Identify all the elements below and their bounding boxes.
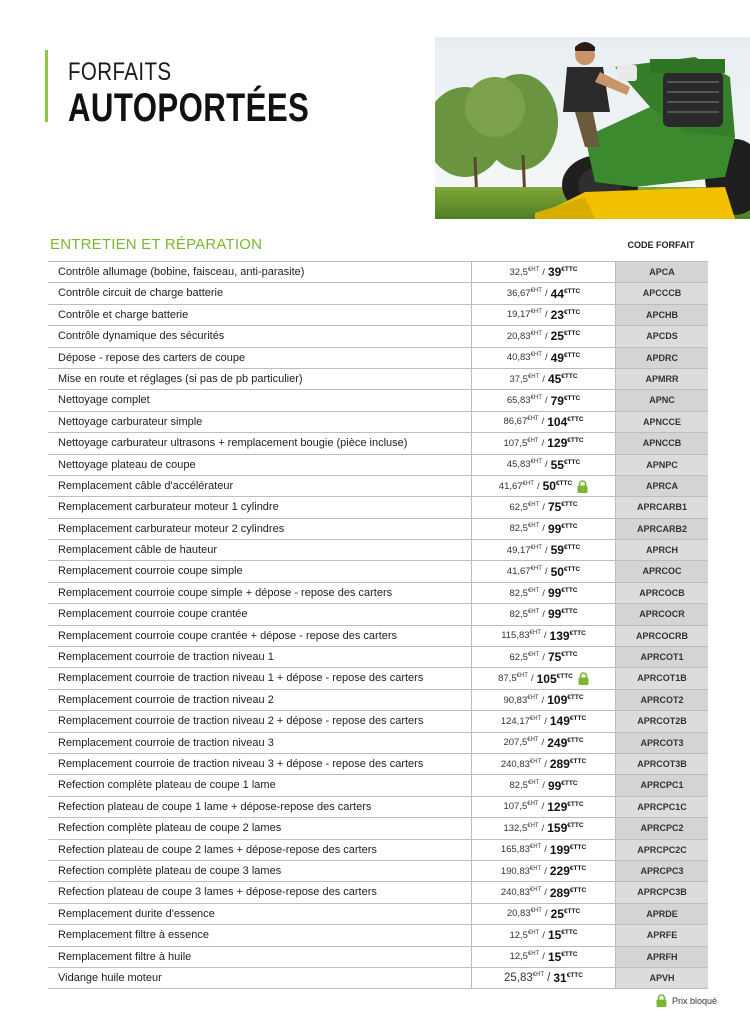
code-forfait: APRCARB1 <box>616 497 708 517</box>
service-label: Nettoyage carburateur ultrasons + remplacement bougie (pièce incluse) <box>58 437 408 450</box>
service-label: Remplacement courroie de traction niveau 1 <box>58 651 274 664</box>
service-label: Refection plateau de coupe 2 lames + dépose-repose des carters <box>58 843 377 856</box>
price-cell <box>471 583 616 603</box>
price-ht: $37,5^{€HT}$ <box>509 373 540 385</box>
price-ttc: $25^{€TTC}$ <box>550 329 581 344</box>
price-ht: $207,5^{€HT}$ <box>503 737 539 749</box>
table-row <box>48 840 708 861</box>
code-forfait: APRCOCRB <box>616 626 708 646</box>
price-ht: $62,5^{€HT}$ <box>509 651 540 663</box>
table-row <box>48 369 708 390</box>
price-separator: / <box>536 480 540 492</box>
price-separator: / <box>542 501 545 513</box>
price-ht: $240,83^{€HT}$ <box>500 886 542 899</box>
price-separator: / <box>547 972 551 985</box>
price-separator: / <box>542 780 545 792</box>
service-label: Contrôle allumage (bobine, faisceau, anti-parasite) <box>58 266 305 278</box>
price-ttc: $39^{€TTC}$ <box>547 265 578 280</box>
code-forfait: APRCH <box>616 540 708 560</box>
price-cell <box>471 326 616 346</box>
price-ht: $86,67^{€HT}$ <box>503 416 539 428</box>
table-row <box>48 711 708 732</box>
price-separator: / <box>544 865 547 877</box>
service-label: Remplacement courroie de traction niveau 2 + dépose - repose des carters <box>58 715 424 728</box>
legend-label: Prix bloqué <box>672 995 718 1006</box>
price-cell <box>471 690 616 710</box>
price-ht: $82,5^{€HT}$ <box>509 779 540 792</box>
table-row <box>48 882 708 903</box>
code-forfait: APRCOT1 <box>616 647 708 667</box>
service-label: Remplacement courroie de traction niveau 3 <box>58 736 274 749</box>
service-label: Refection plateau de coupe 3 lames + dépose-repose des carters <box>58 886 377 899</box>
price-separator: / <box>542 608 545 620</box>
table-row <box>48 305 708 326</box>
section-title: ENTRETIEN ET RÉPARATION <box>50 236 263 253</box>
service-label: Remplacement courroie de traction niveau 1 + dépose - repose des carters <box>58 672 424 685</box>
price-cell <box>471 348 616 368</box>
price-cell <box>471 540 616 560</box>
price-separator: / <box>544 715 547 727</box>
price-ttc: $139^{€TTC}$ <box>549 628 586 643</box>
price-ht: $20,83^{€HT}$ <box>506 330 542 342</box>
service-label: Remplacement carburateur moteur 1 cylindre <box>58 501 279 514</box>
table-row <box>48 433 708 454</box>
price-separator: / <box>541 416 545 428</box>
price-ttc: $149^{€TTC}$ <box>549 714 587 729</box>
code-forfait: APCCCB <box>616 283 708 303</box>
service-label: Remplacement courroie coupe crantée <box>58 608 248 621</box>
price-cell <box>471 412 616 432</box>
service-label: Nettoyage complet <box>58 394 150 407</box>
service-label: Remplacement durite d'essence <box>58 907 215 920</box>
price-ttc: $109^{€TTC}$ <box>547 693 584 707</box>
price-ht: $82,5^{€HT}$ <box>509 523 540 535</box>
price-ht: $115,83^{€HT}$ <box>501 630 541 642</box>
table-row <box>48 754 708 775</box>
price-ht: $41,67^{€HT}$ <box>506 566 542 578</box>
price-ttc: $99^{€TTC}$ <box>547 521 578 536</box>
code-forfait: APRCARB2 <box>616 519 708 539</box>
code-forfait: APNC <box>616 390 708 410</box>
code-forfait: APRDE <box>616 904 708 924</box>
price-cell <box>471 754 616 774</box>
price-ht: $124,17^{€HT}$ <box>500 715 542 727</box>
price-separator: / <box>541 801 545 813</box>
price-ht: $45,83^{€HT}$ <box>506 459 542 471</box>
code-forfait: APDRC <box>616 348 708 368</box>
table-row <box>48 925 708 946</box>
price-ttc: $75^{€TTC}$ <box>547 500 578 515</box>
service-label: Remplacement courroie coupe simple <box>58 565 243 578</box>
service-label: Vidange huile moteur <box>58 971 162 984</box>
price-separator: / <box>542 373 545 385</box>
price-separator: / <box>544 544 548 556</box>
price-cell <box>471 968 616 988</box>
page-title-line2: AUTOPORTÉES <box>68 86 310 130</box>
price-ttc: $75^{€TTC}$ <box>547 650 578 665</box>
price-separator: / <box>544 844 547 856</box>
price-separator: / <box>544 566 548 578</box>
price-cell <box>471 840 616 860</box>
table-row <box>48 476 708 497</box>
service-label: Dépose - repose des carters de coupe <box>58 351 246 364</box>
price-cell <box>471 882 616 902</box>
price-ttc: $31^{€TTC}$ <box>553 971 583 986</box>
code-forfait: APRCPC1 <box>616 775 708 795</box>
price-ht: $20,83^{€HT}$ <box>506 908 542 920</box>
table-row <box>48 818 708 839</box>
service-label: Mise en route et réglages (si pas de pb particulier) <box>58 372 303 385</box>
service-label: Remplacement câble d'accélérateur <box>58 479 234 492</box>
price-separator: / <box>544 758 547 770</box>
price-ttc: $104^{€TTC}$ <box>547 414 584 429</box>
price-ht: $107,5^{€HT}$ <box>503 801 539 813</box>
price-ht: $90,83^{€HT}$ <box>503 694 539 706</box>
price-cell <box>471 797 616 817</box>
price-separator: / <box>544 288 548 300</box>
price-ht: $82,5^{€HT}$ <box>509 587 540 599</box>
service-label: Remplacement filtre à essence <box>58 929 210 942</box>
service-label: Refection complète plateau de coupe 2 lames <box>58 822 282 835</box>
price-cell <box>471 925 616 945</box>
code-forfait: APVH <box>616 968 708 988</box>
price-ttc: $49^{€TTC}$ <box>550 350 581 365</box>
code-forfait: APRCPC2 <box>616 818 708 838</box>
table-row <box>48 775 708 796</box>
table-row <box>48 861 708 882</box>
table-row <box>48 626 708 647</box>
price-ht: $87,5^{€HT}$ <box>498 672 528 685</box>
price-ttc: $15^{€TTC}$ <box>547 949 578 964</box>
table-row <box>48 668 708 689</box>
code-forfait: APRCOT3 <box>616 733 708 753</box>
price-table <box>48 261 708 989</box>
price-cell <box>471 647 616 667</box>
price-cell <box>471 390 616 410</box>
lock-icon <box>577 480 588 493</box>
code-forfait: APNCCE <box>616 412 708 432</box>
price-ht: $132,5^{€HT}$ <box>503 822 539 834</box>
service-label: Contrôle et charge batterie <box>58 308 189 321</box>
service-label: Contrôle circuit de charge batterie <box>58 287 224 300</box>
price-ttc: $289^{€TTC}$ <box>549 757 587 772</box>
table-row <box>48 348 708 369</box>
code-forfait: APCA <box>616 262 708 282</box>
table-row <box>48 604 708 625</box>
price-ttc: $289^{€TTC}$ <box>549 885 587 900</box>
table-row <box>48 540 708 561</box>
service-label: Remplacement câble de hauteur <box>58 544 217 557</box>
price-separator: / <box>544 459 548 471</box>
code-forfait: APNCCB <box>616 433 708 453</box>
code-forfait: APCDS <box>616 326 708 346</box>
table-row <box>48 390 708 411</box>
code-forfait: APRCOC <box>616 561 708 581</box>
service-label: Remplacement courroie coupe simple + dépose - repose des carters <box>58 586 393 599</box>
lock-icon <box>656 994 667 1007</box>
price-ttc: $59^{€TTC}$ <box>550 543 581 558</box>
service-label: Refection complète plateau de coupe 3 lames <box>58 864 282 877</box>
page-title-line1: FORFAITS <box>68 58 172 86</box>
table-row <box>48 497 708 518</box>
price-ht: $62,5^{€HT}$ <box>509 501 540 513</box>
price-ht: $107,5^{€HT}$ <box>503 437 539 449</box>
price-cell <box>471 369 616 389</box>
price-ht: $25,83^{€HT}$ <box>504 972 545 985</box>
price-ht: $40,83^{€HT}$ <box>506 352 542 364</box>
service-label: Remplacement courroie coupe crantée + dépose - repose des carters <box>58 629 398 642</box>
price-ht: $12,5^{€HT}$ <box>509 951 540 963</box>
price-cell <box>471 818 616 838</box>
table-row <box>48 968 708 989</box>
price-cell <box>471 305 616 325</box>
code-forfait: APRCPC1C <box>616 797 708 817</box>
price-separator: / <box>543 630 547 642</box>
price-ht: $190,83^{€HT}$ <box>500 865 542 877</box>
code-forfait: APRCOT2B <box>616 711 708 731</box>
price-ht: $12,5^{€HT}$ <box>509 929 540 941</box>
price-ttc: $45^{€TTC}$ <box>547 372 578 387</box>
price-ttc: $50^{€TTC}$ <box>542 479 573 494</box>
price-ht: $82,5^{€HT}$ <box>509 608 540 620</box>
price-ttc: $25^{€TTC}$ <box>550 906 581 921</box>
table-row <box>48 519 708 540</box>
price-separator: / <box>541 437 545 449</box>
code-forfait: APRFH <box>616 947 708 967</box>
price-separator: / <box>544 330 548 342</box>
price-separator: / <box>542 951 545 963</box>
price-separator: / <box>544 395 548 407</box>
price-cell <box>471 433 616 453</box>
service-label: Remplacement filtre à huile <box>58 950 192 963</box>
price-cell <box>471 668 616 688</box>
price-ht: $36,67^{€HT}$ <box>506 287 542 300</box>
table-row <box>48 797 708 818</box>
price-cell <box>471 947 616 967</box>
price-ttc: $129^{€TTC}$ <box>547 799 584 814</box>
price-separator: / <box>542 651 545 663</box>
price-ttc: $199^{€TTC}$ <box>549 842 587 857</box>
price-ttc: $55^{€TTC}$ <box>550 457 581 472</box>
accent-bar <box>45 50 48 122</box>
price-cell <box>471 626 616 646</box>
table-row <box>48 262 708 283</box>
table-row <box>48 733 708 754</box>
price-cell <box>471 604 616 624</box>
price-separator: / <box>542 587 545 599</box>
price-ttc: $159^{€TTC}$ <box>547 821 584 836</box>
price-ttc: $129^{€TTC}$ <box>547 436 584 451</box>
price-cell <box>471 262 616 282</box>
price-separator: / <box>541 822 545 834</box>
price-cell <box>471 904 616 924</box>
code-forfait: APRCPC3B <box>616 882 708 902</box>
price-cell <box>471 733 616 753</box>
price-ttc: $79^{€TTC}$ <box>550 393 581 408</box>
price-ht: $19,17^{€HT}$ <box>506 309 542 321</box>
table-row <box>48 455 708 476</box>
code-forfait: APMRR <box>616 369 708 389</box>
price-ttc: $15^{€TTC}$ <box>547 928 578 943</box>
service-label: Contrôle dynamique des sécurités <box>58 330 225 343</box>
price-cell <box>471 283 616 303</box>
table-row <box>48 326 708 347</box>
price-cell <box>471 476 616 496</box>
price-separator: / <box>542 266 545 278</box>
price-ttc: $229^{€TTC}$ <box>549 864 587 879</box>
legend <box>654 994 717 1007</box>
table-row <box>48 647 708 668</box>
code-forfait: APRCPC3 <box>616 861 708 881</box>
service-label: Nettoyage plateau de coupe <box>58 458 196 471</box>
price-separator: / <box>541 694 545 706</box>
price-separator: / <box>541 737 545 749</box>
table-row <box>48 690 708 711</box>
price-cell <box>471 775 616 795</box>
price-cell <box>471 711 616 731</box>
price-separator: / <box>544 887 547 899</box>
code-forfait: APCHB <box>616 305 708 325</box>
price-ttc: $99^{€TTC}$ <box>547 778 578 793</box>
table-row <box>48 412 708 433</box>
price-ttc: $99^{€TTC}$ <box>547 607 578 622</box>
code-forfait: APRCOT2 <box>616 690 708 710</box>
price-ttc: $23^{€TTC}$ <box>550 307 581 322</box>
lock-icon <box>578 672 589 685</box>
table-row <box>48 283 708 304</box>
service-label: Remplacement carburateur moteur 2 cylindres <box>58 522 285 535</box>
price-ttc: $99^{€TTC}$ <box>547 586 578 601</box>
table-row <box>48 561 708 582</box>
code-forfait: APRFE <box>616 925 708 945</box>
price-cell <box>471 455 616 475</box>
price-ht: $32,5^{€HT}$ <box>509 266 540 278</box>
price-separator: / <box>544 309 548 321</box>
code-forfait: APRCOCR <box>616 604 708 624</box>
code-forfait: APRCA <box>616 476 708 496</box>
price-ht: $165,83^{€HT}$ <box>500 844 542 856</box>
table-row <box>48 947 708 968</box>
service-label: Remplacement courroie de traction niveau 2 <box>58 693 274 706</box>
price-separator: / <box>542 523 545 535</box>
code-forfait: APRCPC2C <box>616 840 708 860</box>
price-ttc: $44^{€TTC}$ <box>550 286 581 301</box>
service-label: Remplacement courroie de traction niveau 3 + dépose - repose des carters <box>58 757 424 770</box>
price-ht: $240,83^{€HT}$ <box>500 758 542 770</box>
price-ht: $65,83^{€HT}$ <box>506 394 542 407</box>
price-separator: / <box>530 673 534 685</box>
table-row <box>48 583 708 604</box>
price-ttc: $105^{€TTC}$ <box>536 671 573 686</box>
price-cell <box>471 497 616 517</box>
hero-photo-tractor <box>435 37 750 219</box>
price-ht: $49,17^{€HT}$ <box>506 544 542 556</box>
price-cell <box>471 561 616 581</box>
service-label: Nettoyage carburateur simple <box>58 415 203 428</box>
price-cell <box>471 861 616 881</box>
price-separator: / <box>544 352 548 364</box>
code-forfait: APRCOT1B <box>616 668 708 688</box>
price-ht: $41,67^{€HT}$ <box>498 480 534 492</box>
price-separator: / <box>544 908 548 920</box>
price-ttc: $50^{€TTC}$ <box>550 564 581 579</box>
service-label: Refection complète plateau de coupe 1 lame <box>58 779 276 792</box>
price-cell <box>471 519 616 539</box>
code-forfait: APNPC <box>616 455 708 475</box>
code-column-header: CODE FORFAIT <box>627 240 695 250</box>
table-row <box>48 904 708 925</box>
price-separator: / <box>542 929 545 941</box>
service-label: Refection plateau de coupe 1 lame + dépose-repose des carters <box>58 800 372 813</box>
code-forfait: APRCOCB <box>616 583 708 603</box>
price-ttc: $249^{€TTC}$ <box>547 735 584 750</box>
code-forfait: APRCOT3B <box>616 754 708 774</box>
